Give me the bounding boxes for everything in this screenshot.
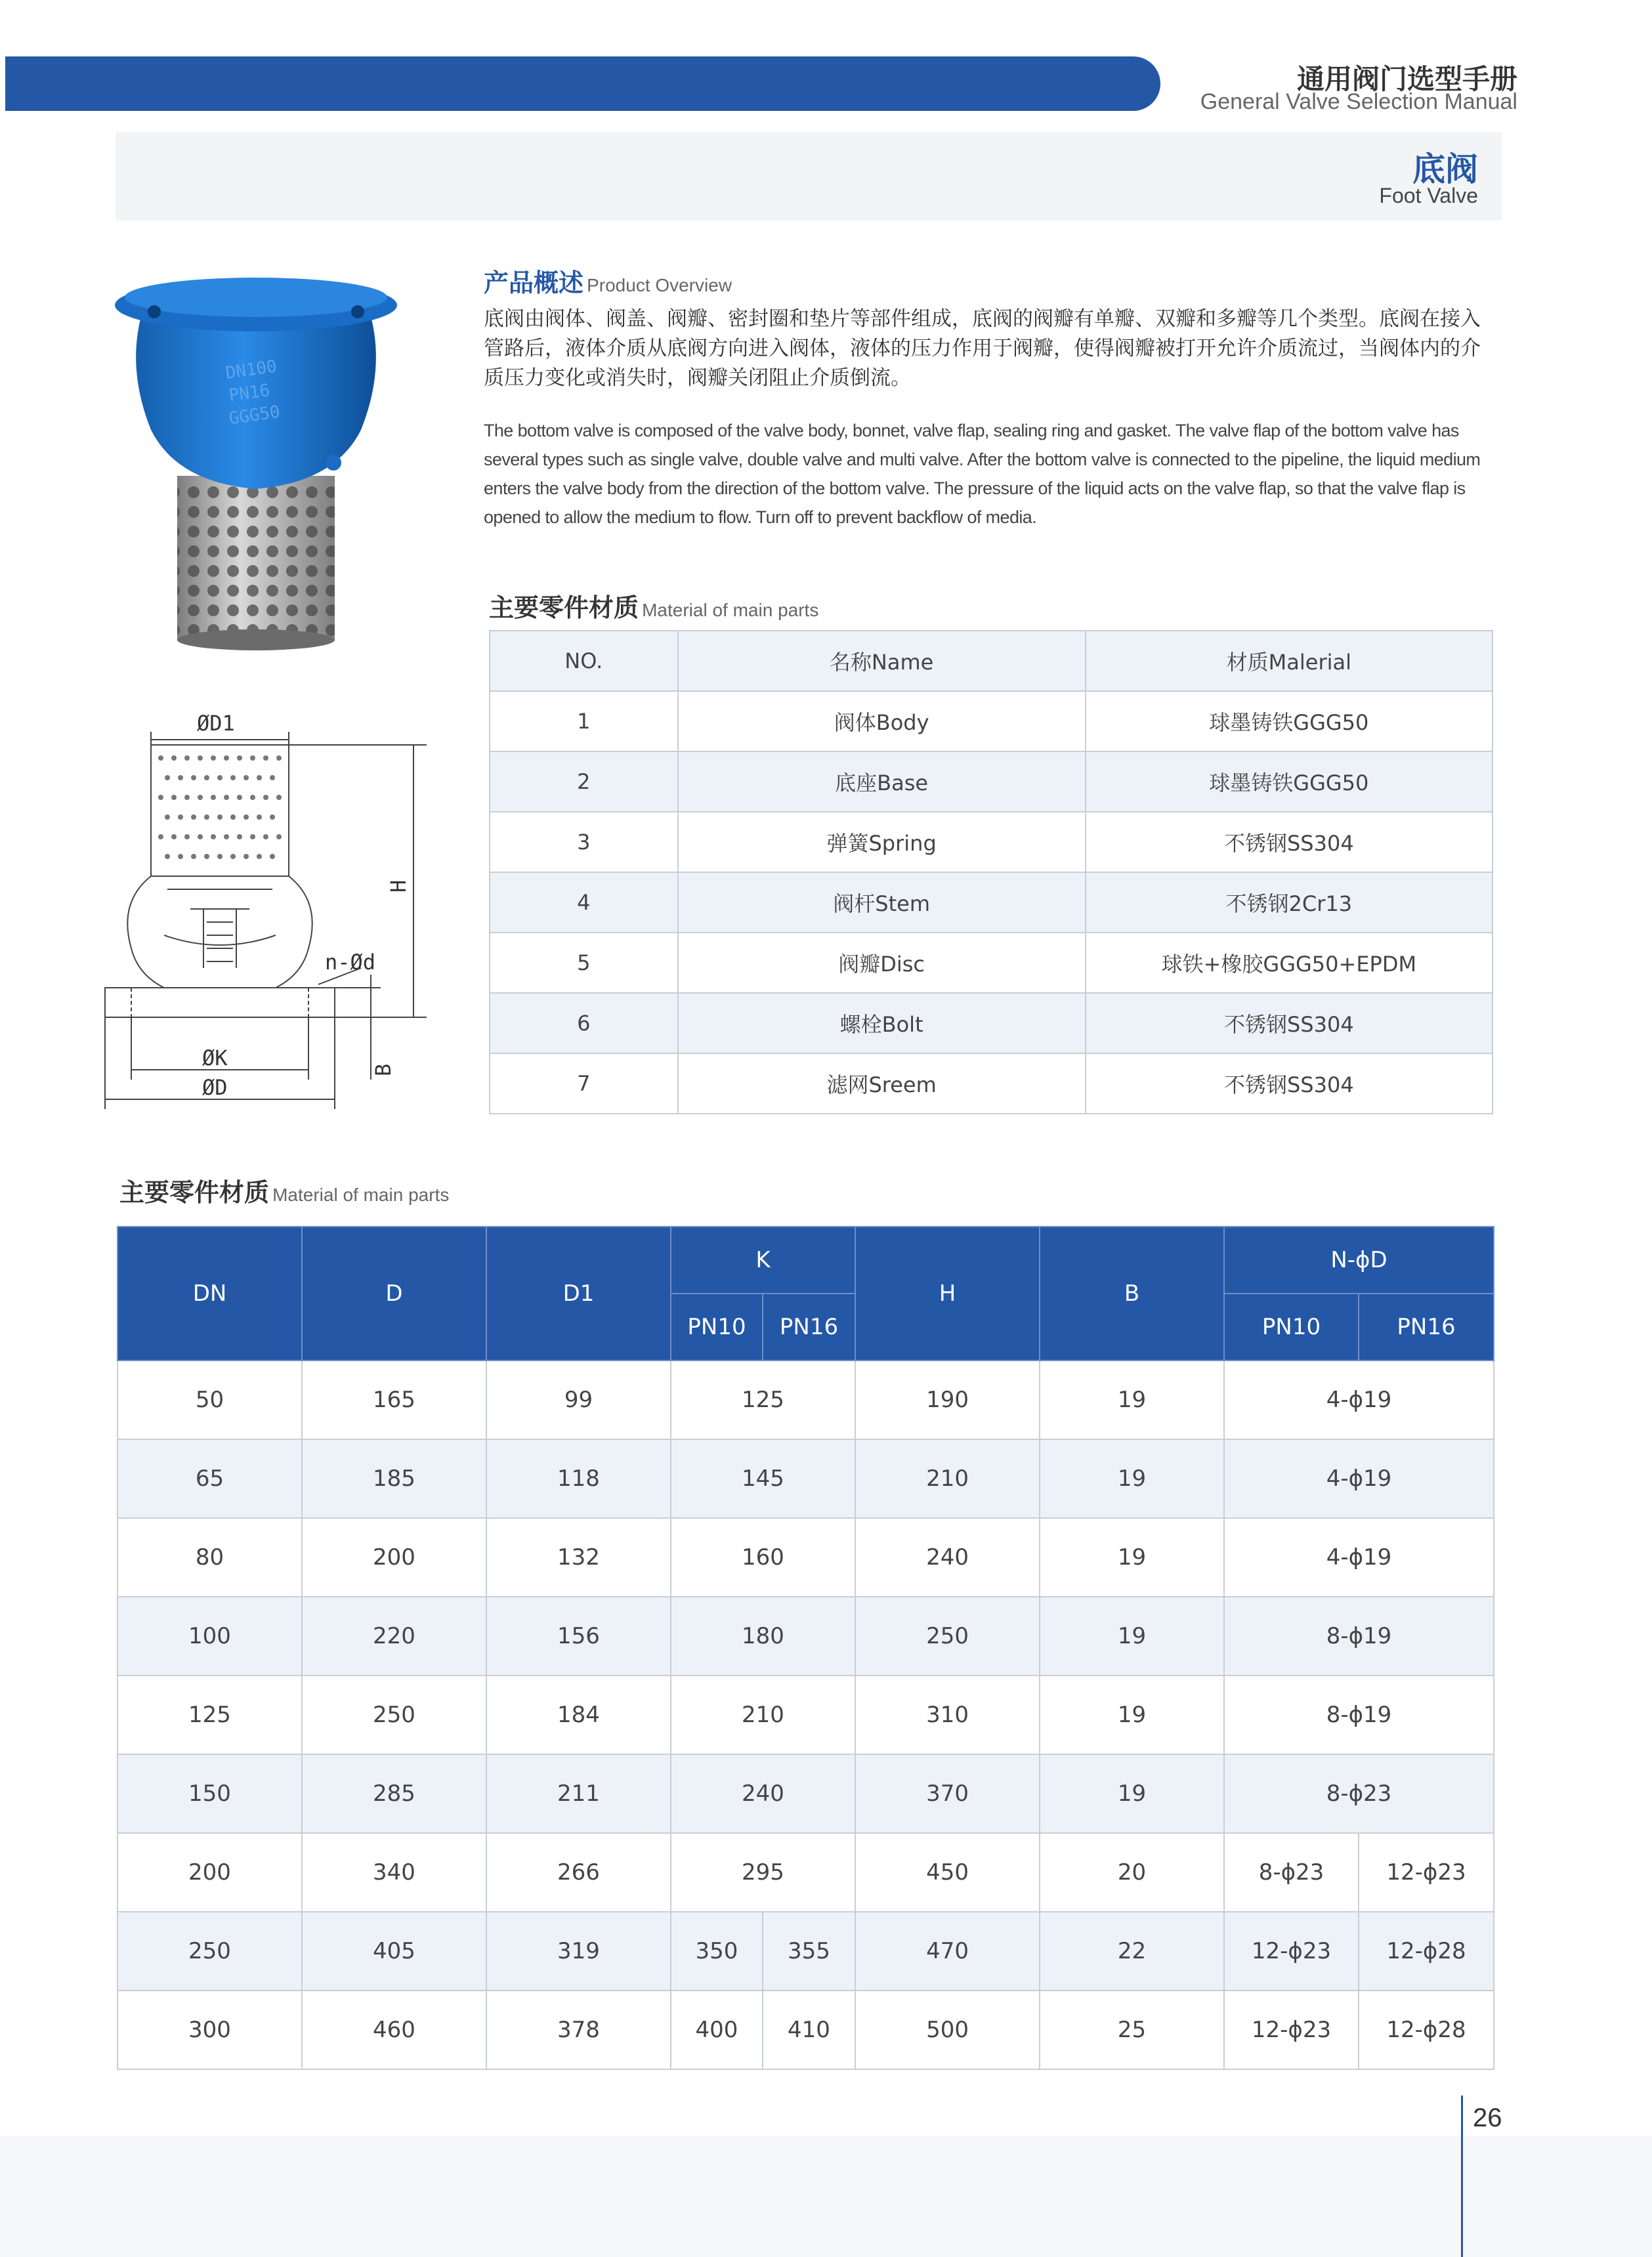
cell-nd-pn10: 8-ϕ23 (1224, 1833, 1359, 1912)
label-nd: n-Ød (325, 950, 376, 975)
label-h: H (386, 879, 411, 893)
cell-d: 250 (302, 1676, 486, 1754)
cell-dn: 100 (117, 1597, 302, 1676)
casting-pn: PN16 (227, 380, 272, 406)
cell-h: 370 (855, 1754, 1040, 1833)
cell-nd-pn10: 12-ϕ23 (1224, 1912, 1359, 1991)
cell-k-pn10: 400 (671, 1991, 763, 2069)
cell-nd: 8-ϕ23 (1224, 1754, 1494, 1833)
table-row (117, 1439, 1494, 1518)
cell-dn: 125 (117, 1676, 302, 1754)
cell-dn: 250 (117, 1912, 302, 1991)
cell-b: 19 (1040, 1754, 1224, 1833)
overview-text-en: The bottom valve is composed of the valve body, bonnet, valve flap, sealing ring and gasket. The valve flap of the bottom valve has several types such as single valve, double valve and multi valve. After the bottom valve is connected to the pipeline, the liquid medium enters the valve body from the direction of the bottom valve. The pressure of the liquid acts on the valve flap, so that the valve flap is opened to allow the medium to flow. Turn off to prevent backflow of media. (484, 421, 1481, 527)
cell-dn: 50 (117, 1361, 302, 1439)
label-b: B (371, 1063, 396, 1076)
materials-heading (489, 587, 818, 623)
cell-d: 460 (302, 1991, 486, 2069)
col-material: 材质Malerial (1086, 631, 1493, 691)
cell-d1: 266 (486, 1833, 671, 1912)
materials-heading-cn: 主要零件材质 (489, 593, 639, 622)
dimensions-table (117, 1226, 1494, 2070)
cell-nd: 4-ϕ19 (1224, 1361, 1494, 1439)
cell-name: 弹簧Spring (678, 812, 1086, 872)
cell-name: 阀体Body (678, 691, 1086, 751)
cell-h: 310 (855, 1676, 1040, 1754)
cell-material: 不锈钢SS304 (1086, 1053, 1493, 1114)
cell-h: 450 (855, 1833, 1040, 1912)
cell-no: 2 (490, 751, 678, 812)
table-row (490, 933, 1493, 993)
col-h: H (855, 1227, 1040, 1361)
overview-text-cn: 底阀由阀体、阀盖、阀瓣、密封圈和垫片等部件组成，底阀的阀瓣有单瓣、双瓣和多瓣等几个类型。底阀在接入管路后，液体介质从底阀方向进入阀体，液体的压力作用于阀瓣，使得阀瓣被打开允许介质流过，当阀体内的介质压力变化或消失时，阀瓣关闭阻止介质倒流。 (484, 307, 1481, 390)
cell-b: 19 (1040, 1518, 1224, 1597)
cell-k: 295 (671, 1833, 855, 1912)
table-row (490, 872, 1493, 933)
cell-d: 405 (302, 1912, 486, 1991)
cell-nd-pn10: 12-ϕ23 (1224, 1991, 1359, 2069)
cell-k-pn10: 350 (671, 1912, 763, 1991)
cell-b: 19 (1040, 1361, 1224, 1439)
cell-d: 340 (302, 1833, 486, 1912)
materials-heading-en: Material of main parts (642, 600, 819, 620)
cell-h: 240 (855, 1518, 1040, 1597)
col-d: D (302, 1227, 486, 1361)
cell-k: 210 (671, 1676, 855, 1754)
table-row (117, 1361, 1494, 1439)
label-d1: ØD1 (197, 712, 235, 736)
cell-no: 3 (490, 812, 678, 872)
materials-header-row (490, 631, 1493, 691)
product-title-en: Foot Valve (1379, 184, 1478, 207)
cell-k: 125 (671, 1361, 855, 1439)
cell-d: 200 (302, 1518, 486, 1597)
product-title-box (116, 133, 1502, 221)
cell-k: 160 (671, 1518, 855, 1597)
overview-heading-cn: 产品概述 (484, 268, 584, 297)
cell-name: 滤网Sreem (678, 1053, 1086, 1114)
cell-b: 19 (1040, 1439, 1224, 1518)
table-row (117, 1833, 1494, 1912)
cell-material: 球墨铸铁GGG50 (1086, 691, 1493, 751)
cell-d: 165 (302, 1361, 486, 1439)
table-row (490, 812, 1493, 872)
cell-d: 185 (302, 1439, 486, 1518)
dimensions-header-row (117, 1227, 1494, 1294)
cell-h: 470 (855, 1912, 1040, 1991)
cell-name: 阀瓣Disc (678, 933, 1086, 993)
cell-material: 不锈钢2Cr13 (1086, 872, 1493, 933)
cell-material: 球铁+橡胶GGG50+EPDM (1086, 933, 1493, 993)
cell-b: 20 (1040, 1833, 1224, 1912)
table-row (117, 1518, 1494, 1597)
table-row (490, 993, 1493, 1053)
cell-b: 25 (1040, 1991, 1224, 2069)
overview-heading-en: Product Overview (587, 275, 732, 295)
technical-drawing (92, 712, 459, 1119)
cell-d: 220 (302, 1597, 486, 1676)
cell-name: 阀杆Stem (678, 872, 1086, 933)
cell-dn: 65 (117, 1439, 302, 1518)
cell-b: 19 (1040, 1676, 1224, 1754)
overview-heading (484, 263, 732, 299)
cell-k-pn16: 410 (763, 1991, 855, 2069)
table-row (117, 1991, 1494, 2069)
cell-d1: 184 (486, 1676, 671, 1754)
col-dn: DN (117, 1227, 302, 1361)
col-d1: D1 (486, 1227, 671, 1361)
page-number: 26 (1473, 2103, 1502, 2132)
table-row (117, 1597, 1494, 1676)
cell-nd: 8-ϕ19 (1224, 1597, 1494, 1676)
col-nd-pn10: PN10 (1224, 1294, 1359, 1361)
cell-name: 螺栓Bolt (678, 993, 1086, 1053)
cell-k: 240 (671, 1754, 855, 1833)
cell-d1: 99 (486, 1361, 671, 1439)
cell-nd-pn16: 12-ϕ28 (1359, 1912, 1494, 1991)
cell-h: 190 (855, 1361, 1040, 1439)
cell-k: 145 (671, 1439, 855, 1518)
col-k-pn10: PN10 (671, 1294, 763, 1361)
cell-material: 球墨铸铁GGG50 (1086, 751, 1493, 812)
cell-d1: 156 (486, 1597, 671, 1676)
col-nd: N-ϕD (1224, 1227, 1494, 1294)
cell-b: 22 (1040, 1912, 1224, 1991)
cell-nd-pn16: 12-ϕ23 (1359, 1833, 1494, 1912)
cell-nd: 4-ϕ19 (1224, 1439, 1494, 1518)
label-k: ØK (202, 1045, 228, 1070)
footer-divider (1461, 2096, 1463, 2257)
cell-d1: 378 (486, 1991, 671, 2069)
table-row (490, 691, 1493, 751)
cell-no: 5 (490, 933, 678, 993)
col-k-pn16: PN16 (763, 1294, 855, 1361)
dimensions-heading (119, 1172, 449, 1208)
casting-material: GGG50 (227, 402, 282, 429)
cell-h: 500 (855, 1991, 1040, 2069)
cell-d1: 211 (486, 1754, 671, 1833)
col-k: K (671, 1227, 855, 1294)
cell-d1: 132 (486, 1518, 671, 1597)
cell-d1: 319 (486, 1912, 671, 1991)
materials-table (489, 630, 1493, 1114)
table-row (490, 751, 1493, 812)
table-row (117, 1676, 1494, 1754)
col-no: NO. (490, 631, 678, 691)
table-row (117, 1754, 1494, 1833)
cell-h: 250 (855, 1597, 1040, 1676)
manual-title-cn: 通用阀门选型手册 (1296, 63, 1517, 95)
footer-band (0, 2136, 1652, 2257)
cell-k: 180 (671, 1597, 855, 1676)
dimensions-heading-cn: 主要零件材质 (119, 1178, 270, 1207)
cell-name: 底座Base (678, 751, 1086, 812)
cell-material: 不锈钢SS304 (1086, 993, 1493, 1053)
casting-dn: DN100 (224, 356, 278, 384)
cell-k-pn16: 355 (763, 1912, 855, 1991)
cell-material: 不锈钢SS304 (1086, 812, 1493, 872)
dimensions-heading-en: Material of main parts (272, 1185, 450, 1205)
cell-dn: 80 (117, 1518, 302, 1597)
table-row (490, 1053, 1493, 1114)
cell-d: 285 (302, 1754, 486, 1833)
cell-no: 6 (490, 993, 678, 1053)
cell-dn: 200 (117, 1833, 302, 1912)
cell-dn: 300 (117, 1991, 302, 2069)
table-row (117, 1912, 1494, 1991)
cell-d1: 118 (486, 1439, 671, 1518)
label-d: ØD (202, 1075, 228, 1100)
product-title-cn: 底阀 (1412, 150, 1478, 188)
cell-no: 4 (490, 872, 678, 933)
col-name: 名称Name (678, 631, 1086, 691)
cell-dn: 150 (117, 1754, 302, 1833)
cell-h: 210 (855, 1439, 1040, 1518)
cell-b: 19 (1040, 1597, 1224, 1676)
col-nd-pn16: PN16 (1359, 1294, 1494, 1361)
cell-nd-pn16: 12-ϕ28 (1359, 1991, 1494, 2069)
product-photo (105, 266, 427, 653)
cell-no: 7 (490, 1053, 678, 1114)
cell-nd: 8-ϕ19 (1224, 1676, 1494, 1754)
col-b: B (1040, 1227, 1224, 1361)
cell-no: 1 (490, 691, 678, 751)
manual-title-en: General Valve Selection Manual (1200, 89, 1517, 114)
cell-nd: 4-ϕ19 (1224, 1518, 1494, 1597)
header-band (5, 56, 1160, 111)
